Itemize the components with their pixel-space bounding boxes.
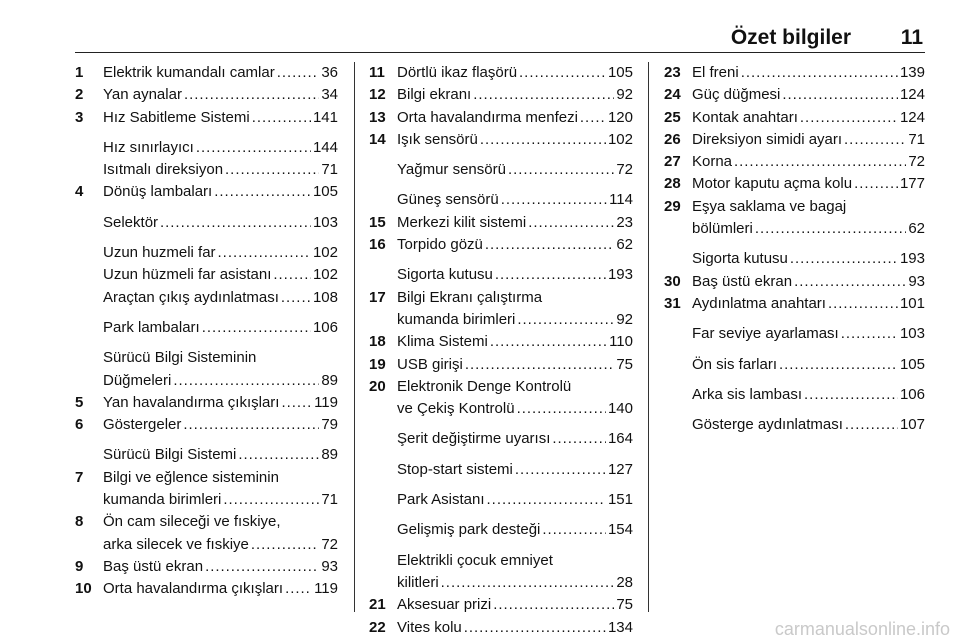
index-column-3	[664, 62, 925, 612]
entry-label: Baş üstü ekran	[103, 557, 204, 575]
entry-label: Korna	[692, 153, 733, 171]
dot-leader	[490, 331, 607, 353]
index-entry	[75, 467, 338, 512]
page-reference[interactable]: 119	[314, 393, 338, 411]
page-reference[interactable]: 93	[908, 272, 925, 290]
item-number: 19	[369, 355, 386, 373]
page-reference[interactable]: 110	[609, 333, 633, 351]
index-entry	[664, 414, 925, 436]
page-reference[interactable]: 141	[312, 108, 338, 126]
index-entry	[664, 384, 925, 406]
page-reference[interactable]: 36	[321, 64, 338, 81]
index-entry	[75, 511, 338, 556]
item-number: 22	[369, 618, 386, 636]
page-reference[interactable]: 62	[616, 236, 633, 254]
entry-label: Güç düğmesi	[692, 86, 781, 104]
entry-label: Park Asistanı	[397, 491, 485, 509]
dot-leader	[501, 189, 607, 211]
index-entry	[75, 444, 338, 466]
index-entry	[369, 264, 633, 286]
page-reference[interactable]: 124	[899, 86, 925, 104]
dot-leader	[285, 578, 312, 600]
index-entry	[75, 62, 338, 84]
index-entry	[664, 293, 925, 315]
index-entry	[664, 129, 925, 151]
dot-leader	[196, 137, 311, 159]
page-reference[interactable]: 140	[607, 400, 633, 418]
entry-label: Sürücü Bilgi Sisteminin	[103, 349, 257, 367]
index-entry	[369, 159, 633, 181]
item-number	[369, 264, 397, 286]
page-reference[interactable]: 72	[321, 535, 338, 553]
page-reference[interactable]: 105	[899, 355, 925, 373]
entry-label: Park lambaları	[103, 318, 200, 336]
entry-label: Aydınlatma anahtarı	[692, 294, 826, 312]
index-entry	[369, 62, 633, 84]
page-reference[interactable]: 102	[607, 130, 633, 148]
index-column-2	[369, 62, 633, 636]
watermark: carmanualsonline.info	[774, 619, 950, 639]
item-number: 7	[75, 468, 84, 486]
page-reference[interactable]: 92	[616, 86, 633, 104]
page-reference[interactable]: 102	[312, 244, 338, 262]
index-entry	[369, 107, 633, 129]
index-column-1	[75, 62, 338, 612]
dot-leader	[218, 242, 311, 264]
dot-leader	[845, 414, 898, 436]
entry-label: Elektrikli çocuk emniyet	[397, 551, 553, 569]
column-divider	[354, 62, 355, 612]
item-number: 20	[369, 377, 386, 395]
item-number: 18	[369, 333, 386, 351]
entry-label: Şerit değiştirme uyarısı	[397, 430, 551, 448]
page-reference[interactable]: 154	[607, 521, 633, 539]
entry-label: Arka sis lambası	[692, 385, 803, 403]
index-entry	[369, 234, 633, 256]
item-number	[369, 550, 397, 595]
item-number: 29	[664, 197, 681, 215]
item-number: 1	[75, 64, 84, 81]
page-reference[interactable]: 120	[607, 108, 633, 126]
index-entry	[369, 376, 633, 421]
index-entry	[664, 62, 925, 84]
page-reference[interactable]: 134	[607, 618, 633, 636]
index-entry	[369, 519, 633, 541]
page-reference[interactable]: 75	[616, 355, 633, 373]
page-reference[interactable]: 151	[607, 491, 633, 509]
index-entry	[75, 242, 338, 264]
page-reference[interactable]: 62	[908, 220, 925, 238]
index-entry	[369, 287, 633, 332]
item-number: 25	[664, 108, 681, 126]
dot-leader	[441, 572, 615, 594]
index-entry	[664, 173, 925, 195]
page-reference[interactable]: 93	[321, 557, 338, 575]
item-number: 4	[75, 183, 84, 201]
item-number	[75, 212, 103, 234]
item-number: 13	[369, 108, 386, 126]
page-reference[interactable]: 34	[321, 86, 338, 104]
item-number: 8	[75, 513, 84, 531]
item-number: 15	[369, 213, 386, 231]
page-reference[interactable]: 193	[607, 266, 633, 284]
index-entry	[369, 212, 633, 234]
index-entry	[664, 271, 925, 293]
dot-leader	[173, 370, 319, 392]
page-reference[interactable]: 124	[899, 108, 925, 126]
entry-label: Yan havalandırma çıkışları	[103, 393, 280, 411]
entry-label: Elektrik kumandalı camlar	[103, 64, 275, 81]
dot-leader	[225, 159, 319, 181]
item-number	[664, 248, 692, 270]
item-number	[664, 414, 692, 436]
entry-label: Stop-start sistemi	[397, 460, 513, 478]
entry-label: Gösterge aydınlatması	[692, 416, 843, 434]
page-number: 11	[900, 26, 923, 49]
item-number	[75, 159, 103, 181]
dot-leader	[465, 354, 614, 376]
entry-label: Bilgi Ekranı çalıştırma	[397, 288, 543, 306]
entry-label: Kontak anahtarı	[692, 108, 798, 126]
dot-leader	[517, 309, 614, 331]
dot-leader	[508, 159, 614, 181]
page-reference[interactable]: 89	[321, 371, 338, 389]
entry-label: kumanda birimleri	[103, 491, 222, 509]
index-entry	[664, 323, 925, 345]
dot-leader	[782, 84, 898, 106]
entry-label: Yan aynalar	[103, 86, 182, 104]
index-entry	[664, 107, 925, 129]
entry-label: El freni	[692, 64, 739, 81]
page-reference[interactable]: 101	[899, 294, 925, 312]
entry-label: bölümleri	[692, 220, 753, 238]
index-entry	[75, 159, 338, 181]
item-number: 23	[664, 64, 681, 81]
index-entry	[75, 414, 338, 436]
index-entry	[369, 459, 633, 481]
item-number	[664, 354, 692, 376]
entry-label: Ön sis farları	[692, 355, 778, 373]
entry-label: Dönüş lambaları	[103, 183, 213, 201]
entry-label: Işık sensörü	[397, 130, 478, 148]
column-divider	[648, 62, 649, 612]
dot-leader	[252, 107, 311, 129]
entry-label: Selektör	[103, 213, 159, 231]
index-entry	[664, 248, 925, 270]
item-number	[75, 317, 103, 339]
item-number	[369, 189, 397, 211]
entry-label: Yağmur sensörü	[397, 161, 506, 179]
index-entry	[75, 556, 338, 578]
entry-label: kilitleri	[397, 573, 439, 591]
dot-leader	[205, 556, 319, 578]
dot-leader	[273, 264, 311, 286]
page-reference[interactable]: 72	[908, 153, 925, 171]
dot-leader	[779, 354, 898, 376]
entry-label: Sigorta kutusu	[692, 250, 788, 268]
index-entry	[369, 617, 633, 639]
dot-leader	[580, 107, 606, 129]
item-number	[664, 384, 692, 406]
dot-leader	[741, 62, 898, 84]
index-entry	[75, 84, 338, 106]
item-number	[369, 428, 397, 450]
entry-label: Motor kaputu açma kolu	[692, 175, 853, 193]
entry-label: Bilgi ve eğlence sisteminin	[103, 468, 279, 486]
dot-leader	[542, 519, 606, 541]
entry-label: Bilgi ekranı	[397, 86, 472, 104]
item-number	[75, 347, 103, 392]
entry-label: Orta havalandırma çıkışları	[103, 580, 284, 598]
item-number	[369, 459, 397, 481]
dot-leader	[281, 392, 312, 414]
item-number	[369, 519, 397, 541]
index-entry	[369, 129, 633, 151]
item-number	[75, 444, 103, 466]
entry-label: Dörtlü ikaz flaşörü	[397, 64, 518, 81]
entry-label: Merkezi kilit sistemi	[397, 213, 527, 231]
dot-leader	[854, 173, 898, 195]
index-entry	[369, 594, 633, 616]
index-entry	[75, 212, 338, 234]
item-number: 21	[369, 596, 386, 614]
entry-label: Güneş sensörü	[397, 191, 499, 209]
item-number: 28	[664, 175, 681, 193]
dot-leader	[519, 62, 606, 84]
entry-label: Vites kolu	[397, 618, 462, 636]
dot-leader	[202, 317, 311, 339]
entry-label: kumanda birimleri	[397, 310, 516, 328]
entry-label: Ön cam sileceği ve fıskiye,	[103, 513, 281, 531]
item-number: 5	[75, 393, 84, 411]
index-entry	[75, 107, 338, 129]
item-number: 10	[75, 580, 92, 598]
page-reference[interactable]: 92	[616, 310, 633, 328]
entry-label: Aksesuar prizi	[397, 596, 492, 614]
item-number: 16	[369, 236, 386, 254]
index-entry	[369, 489, 633, 511]
item-number	[75, 137, 103, 159]
entry-label: Uzun huzmeli far	[103, 244, 216, 262]
entry-label: Hız Sabitleme Sistemi	[103, 108, 250, 126]
index-entry	[75, 137, 338, 159]
entry-label: Uzun hüzmeli far asistanı	[103, 266, 272, 284]
page-reference[interactable]: 139	[899, 64, 925, 81]
dot-leader	[487, 489, 606, 511]
page-reference[interactable]: 106	[312, 318, 338, 336]
page-reference[interactable]: 89	[321, 446, 338, 464]
page-reference[interactable]: 119	[314, 580, 338, 598]
item-number: 30	[664, 272, 681, 290]
page-header	[75, 20, 925, 53]
dot-leader	[281, 287, 311, 309]
item-number	[75, 242, 103, 264]
dot-leader	[794, 271, 906, 293]
item-number	[369, 489, 397, 511]
entry-label: Hız sınırlayıcı	[103, 138, 194, 156]
index-entry	[75, 392, 338, 414]
dot-leader	[790, 248, 898, 270]
entry-label: Orta havalandırma menfezi	[397, 108, 578, 126]
entry-label: Isıtmalı direksiyon	[103, 161, 224, 179]
index-entry	[664, 151, 925, 173]
index-entry	[75, 287, 338, 309]
index-entry	[75, 347, 338, 392]
item-number	[75, 287, 103, 309]
index-entry	[75, 264, 338, 286]
index-entry	[664, 84, 925, 106]
page-reference[interactable]: 23	[616, 213, 633, 231]
page-reference[interactable]: 108	[312, 288, 338, 306]
item-number: 17	[369, 288, 386, 306]
page-reference[interactable]: 107	[899, 416, 925, 434]
item-number: 3	[75, 108, 84, 126]
item-number: 26	[664, 130, 681, 148]
page-reference[interactable]: 177	[899, 175, 925, 193]
entry-label: Far seviye ayarlaması	[692, 325, 839, 343]
dot-leader	[528, 212, 614, 234]
page-reference[interactable]: 105	[607, 64, 633, 81]
entry-label: Direksiyon simidi ayarı	[692, 130, 843, 148]
entry-label: Elektronik Denge Kontrolü	[397, 377, 572, 395]
entry-label: Baş üstü ekran	[692, 272, 793, 290]
dot-leader	[485, 234, 614, 256]
page-reference[interactable]: 72	[616, 161, 633, 179]
index-entry	[75, 317, 338, 339]
dot-leader	[184, 84, 319, 106]
dot-leader	[238, 444, 319, 466]
item-number: 12	[369, 86, 386, 104]
item-number: 11	[369, 64, 385, 81]
dot-leader	[515, 459, 606, 481]
entry-label: Gelişmiş park desteği	[397, 521, 541, 539]
dot-leader	[183, 414, 319, 436]
item-number: 31	[664, 294, 681, 312]
page-reference[interactable]: 114	[609, 191, 633, 209]
dot-leader	[464, 617, 606, 639]
item-number: 27	[664, 153, 681, 171]
dot-leader	[828, 293, 898, 315]
index-entry	[369, 331, 633, 353]
dot-leader	[755, 218, 906, 240]
dot-leader	[223, 489, 319, 511]
item-number: 24	[664, 86, 681, 104]
page-reference[interactable]: 103	[312, 213, 338, 231]
dot-leader	[214, 181, 311, 203]
page-reference[interactable]: 103	[899, 325, 925, 343]
item-number: 2	[75, 86, 84, 104]
page-reference[interactable]: 71	[321, 161, 338, 179]
index-entry	[75, 578, 338, 600]
dot-leader	[844, 129, 906, 151]
index-entry	[369, 428, 633, 450]
page-reference[interactable]: 79	[321, 416, 338, 434]
entry-label: USB girişi	[397, 355, 463, 373]
entry-label: Eşya saklama ve bagaj	[692, 197, 847, 215]
entry-label: Sürücü Bilgi Sistemi	[103, 446, 237, 464]
page-reference[interactable]: 106	[899, 385, 925, 403]
index-entry	[369, 354, 633, 376]
page-reference[interactable]: 127	[607, 460, 633, 478]
dot-leader	[473, 84, 614, 106]
index-entry	[369, 84, 633, 106]
item-number: 9	[75, 557, 84, 575]
page-title: Özet bilgiler	[730, 26, 851, 49]
page-reference[interactable]: 71	[908, 130, 925, 148]
index-entry	[75, 181, 338, 203]
index-entry	[369, 189, 633, 211]
dot-leader	[800, 107, 898, 129]
page-reference[interactable]: 28	[616, 573, 633, 591]
dot-leader	[841, 323, 898, 345]
item-number	[664, 323, 692, 345]
page-reference[interactable]: 71	[321, 491, 338, 509]
page-reference[interactable]: 75	[616, 596, 633, 614]
entry-label: Düğmeleri	[103, 371, 172, 389]
dot-leader	[277, 62, 320, 84]
entry-label: ve Çekiş Kontrolü	[397, 400, 515, 418]
entry-label: Araçtan çıkış aydınlatması	[103, 288, 279, 306]
entry-label: Klima Sistemi	[397, 333, 488, 351]
item-number	[369, 159, 397, 181]
entry-label: Göstergeler	[103, 416, 182, 434]
page-reference[interactable]: 144	[312, 138, 338, 156]
item-number: 14	[369, 130, 386, 148]
dot-leader	[160, 212, 311, 234]
entry-label: arka silecek ve fıskiye	[103, 535, 249, 553]
item-number	[75, 264, 103, 286]
dot-leader	[804, 384, 898, 406]
dot-leader	[480, 129, 606, 151]
dot-leader	[493, 594, 614, 616]
dot-leader	[552, 428, 606, 450]
item-number: 6	[75, 416, 84, 434]
dot-leader	[734, 151, 906, 173]
dot-leader	[251, 534, 319, 556]
dot-leader	[495, 264, 606, 286]
page-reference[interactable]: 105	[312, 183, 338, 201]
entry-label: Sigorta kutusu	[397, 266, 493, 284]
entry-label: Torpido gözü	[397, 236, 483, 254]
index-entry	[664, 354, 925, 376]
page-reference[interactable]: 102	[312, 266, 338, 284]
index-entry	[664, 196, 925, 241]
index-entry	[369, 550, 633, 595]
page-reference[interactable]: 193	[899, 250, 925, 268]
page-reference[interactable]: 164	[607, 430, 633, 448]
dot-leader	[517, 398, 606, 420]
